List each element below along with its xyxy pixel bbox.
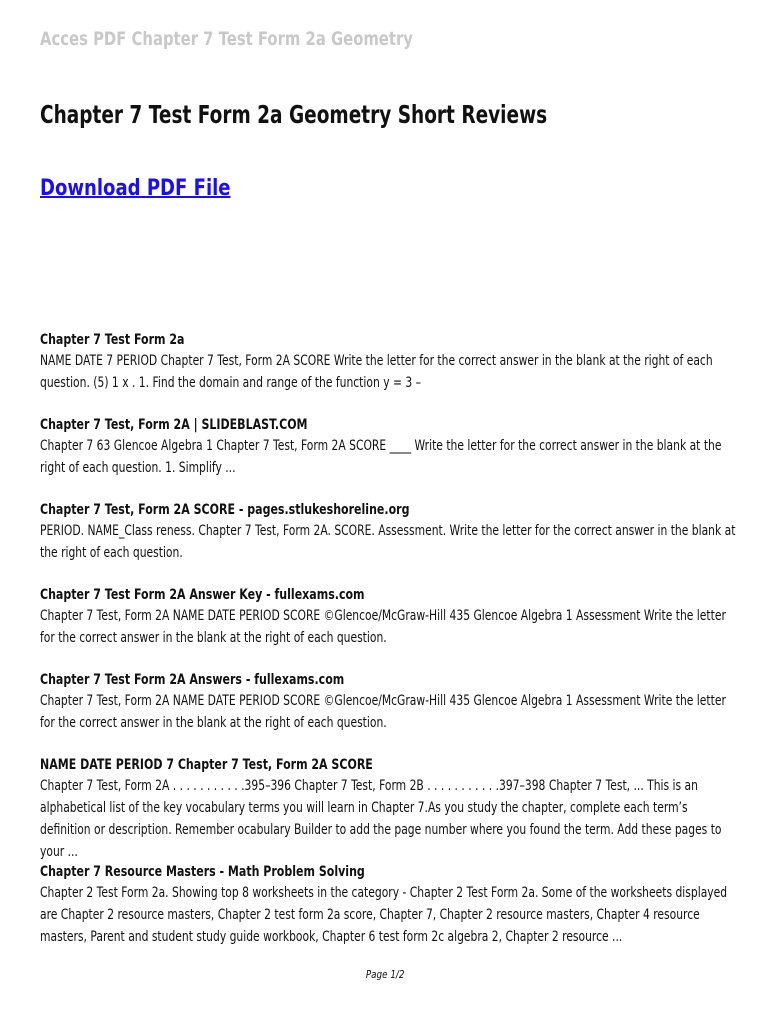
review-list: [40, 330, 740, 969]
review-title: Chapter 7 Test Form 2a: [40, 332, 185, 348]
page-title: Chapter 7 Test Form 2a Geometry Short Reviews: [40, 100, 548, 129]
review-item: [40, 500, 740, 564]
review-item: [40, 670, 740, 734]
review-body: Chapter 7 Test, Form 2A . . . . . . . . . . .395–396 Chapter 7 Test, Form 2B . . . . . . . . . . .397–398 Chapter 7 Test, ... This is an alphabetical list of the key vocabulary terms you will learn in Chapter 7.As you study the chapter, complete each term’s definition or description. Remember ocabulary Builder to add the page number where you found the term. Add these pages to your ...: [40, 778, 722, 860]
review-body: Chapter 2 Test Form 2a. Showing top 8 worksheets in the category - Chapter 2 Test Form 2a. Some of the worksheets displayed are Chapter 2 resource masters, Chapter 2 test form 2a score, Chapter 7, Chapter 2 resource masters, Chapter 4 resource masters, Parent and student study guide workbook, Chapter 6 test form 2c algebra 2, Chapter 2 resource ...: [40, 885, 728, 945]
review-body: Chapter 7 Test, Form 2A NAME DATE PERIOD SCORE ©Glencoe/McGraw-Hill 435 Glencoe Algebra 1 Assessment Write the letter for the correct answer in the blank at the right of each question.: [40, 693, 726, 731]
page-footer: [0, 968, 770, 981]
review-item: [40, 330, 740, 394]
review-item: [40, 862, 740, 948]
review-title: Chapter 7 Test Form 2A Answers - fullexams.com: [40, 672, 345, 688]
review-item: [40, 585, 740, 649]
download-pdf-link[interactable]: Download PDF File: [40, 176, 231, 201]
review-title: Chapter 7 Test, Form 2A SCORE - pages.stlukeshoreline.org: [40, 502, 410, 518]
review-title: Chapter 7 Test Form 2A Answer Key - fullexams.com: [40, 587, 365, 603]
review-body: NAME DATE 7 PERIOD Chapter 7 Test, Form 2A SCORE Write the letter for the correct answer in the blank at the right of each question. (5) 1 x . 1. Find the domain and range of the function y = 3 –: [40, 353, 713, 391]
review-title: NAME DATE PERIOD 7 Chapter 7 Test, Form 2A SCORE: [40, 757, 373, 773]
running-header: Acces PDF Chapter 7 Test Form 2a Geometry: [40, 28, 413, 50]
review-body: Chapter 7 63 Glencoe Algebra 1 Chapter 7 Test, Form 2A SCORE ____ Write the letter for the correct answer in the blank at the right of each question. 1. Simplify ...: [40, 438, 722, 476]
review-body: PERIOD. NAME_Class reness. Chapter 7 Test, Form 2A. SCORE. Assessment. Write the letter for the correct answer in the blank at the right of each question.: [40, 523, 736, 561]
review-title: Chapter 7 Resource Masters - Math Problem Solving: [40, 864, 365, 880]
review-item: [40, 755, 740, 860]
review-title: Chapter 7 Test, Form 2A | SLIDEBLAST.COM: [40, 417, 308, 433]
page-number: Page 1/2: [365, 968, 405, 981]
review-body: Chapter 7 Test, Form 2A NAME DATE PERIOD SCORE ©Glencoe/McGraw-Hill 435 Glencoe Algebra 1 Assessment Write the letter for the correct answer in the blank at the right of each question.: [40, 608, 726, 646]
review-item: [40, 415, 740, 479]
